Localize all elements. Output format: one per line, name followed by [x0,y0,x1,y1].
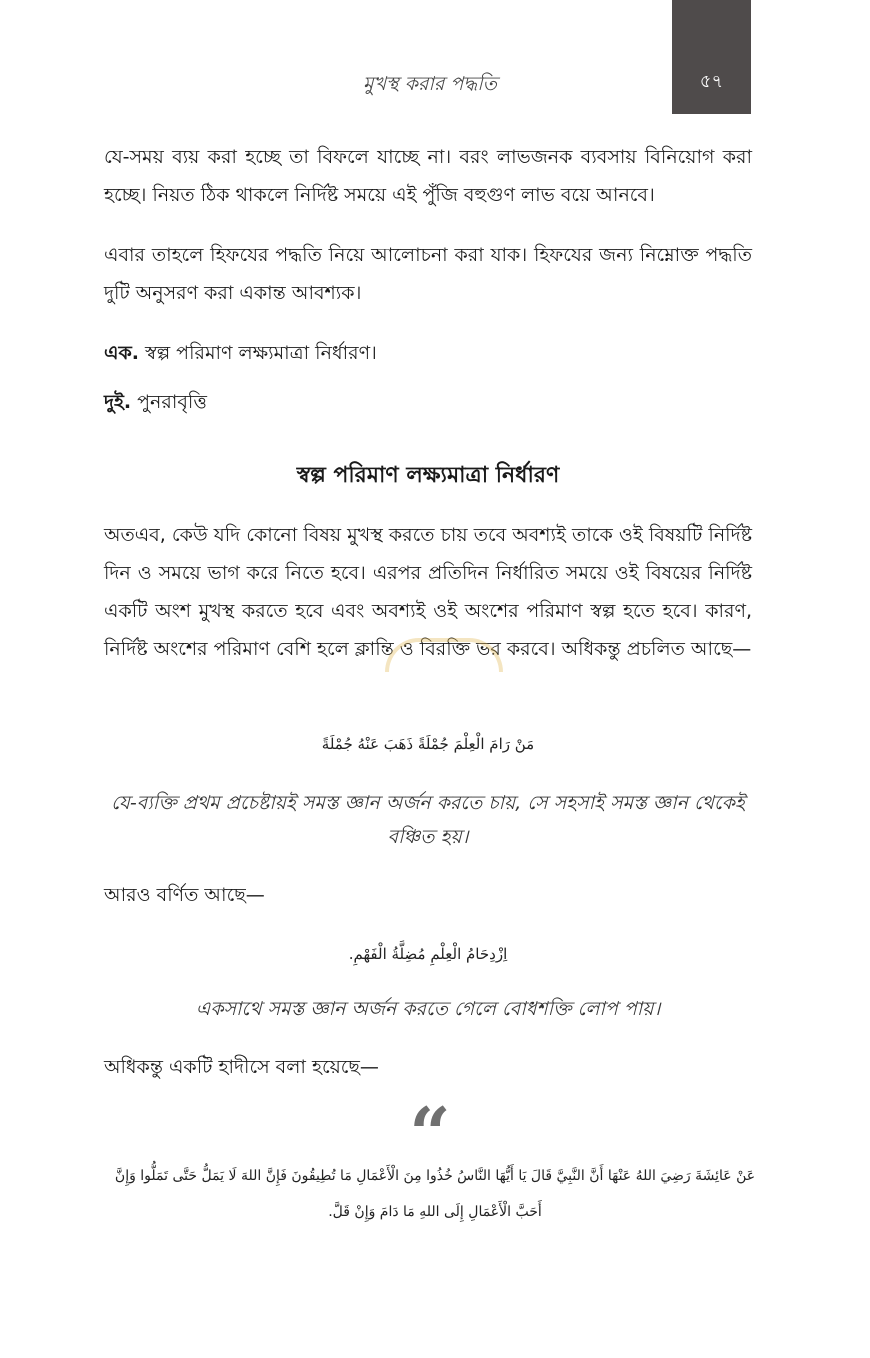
list-item-text: স্বল্প পরিমাণ লক্ষ্যমাত্রা নির্ধারণ। [145,342,377,364]
translation-1: যে-ব্যক্তি প্রথম প্রচেষ্টায়ই সমস্ত জ্ঞান অর্জন করতে চায়, সে সহসাই সমস্ত জ্ঞান থেকেই বঞ্চিত হয়। [111,792,745,848]
translation-2: একসাথে সমস্ত জ্ঞান অর্জন করতে গেলে বোধশক্তি লোপ পায়। [195,998,661,1020]
quote-open-icon: “ [409,1091,451,1176]
list-item-label: এক. [104,342,139,364]
page-number-tab [672,0,751,114]
section-heading: স্বল্প পরিমাণ লক্ষ্যমাত্রা নির্ধারণ [296,463,560,488]
paragraph-4: আরও বর্ণিত আছে— [104,884,265,906]
arabic-saying-2: اِزْدِحَامُ الْعِلْمِ مُضِلَّةُ الْفَهْمِ. [348,945,508,963]
paragraph-1: যে-সময় ব্যয় করা হচ্ছে তা বিফলে যাচ্ছে না। বরং লাভজনক ব্যবসায় বিনিয়োগ করা হচ্ছে। নিয়ত ঠিক থাকলে নির্দিষ্ট সময়ে এই পুঁজি বহুগুণ লাভ বয়ে আনবে। [104,146,752,206]
hadith-arabic: عَنْ عَائِشَةَ رَضِيَ اللهُ عَنْهَا أَنَّ النَّبِيَّ قَالَ يَا أَيُّهَا النَّاسُ خُذُوا مِنَ الْأَعْمَالِ مَا تُطِيقُونَ فَإِنَّ اللهَ لَا يَمَلُّ حَتَّى تَمَلُّوا وَإِنَّ أَحَبَّ الْأَعْمَالِ إِلَى اللهِ مَا دَامَ وَإِنْ قَلَّ. [114,1168,756,1220]
list-item [104,334,752,372]
list-item [104,383,752,421]
paragraph-3: অতএব, কেউ যদি কোনো বিষয় মুখস্থ করতে চায় তবে অবশ্যই তাকে ওই বিষয়টি নির্দিষ্ট দিন ও সময়ে ভাগ করে নিতে হবে। এরপর প্রতিদিন নির্ধারিত সময়ে ওই বিষয়ের নির্দিষ্ট একটি অংশ মুখস্থ করতে হবে এবং অবশ্যই ওই অংশের পরিমাণ স্বল্প হতে হবে। কারণ, নির্দিষ্ট অংশের পরিমাণ বেশি হলে ক্লান্তি ও বিরক্তি ভর করবে। অধিকন্তু প্রচলিত আছে— [104,524,752,660]
arabic-saying-1: مَنْ رَامَ الْعِلْمَ جُمْلَةً ذَهَبَ عَنْهُ جُمْلَةً [321,735,535,753]
paragraph-2: এবার তাহলে হিফযের পদ্ধতি নিয়ে আলোচনা করা যাক। হিফযের জন্য নিম্নোক্ত পদ্ধতি দুটি অনুসরণ করা একান্ত আবশ্যক। [104,244,752,304]
list-item-text: পুনরাবৃত্তি [137,391,207,413]
list-item-label: দুই. [104,391,132,413]
paragraph-5: অধিকন্তু একটি হাদীসে বলা হয়েছে— [104,1056,379,1078]
page-number: ৫৭ [699,71,724,92]
running-title: মুখস্থ করার পদ্ধতি [363,73,497,95]
